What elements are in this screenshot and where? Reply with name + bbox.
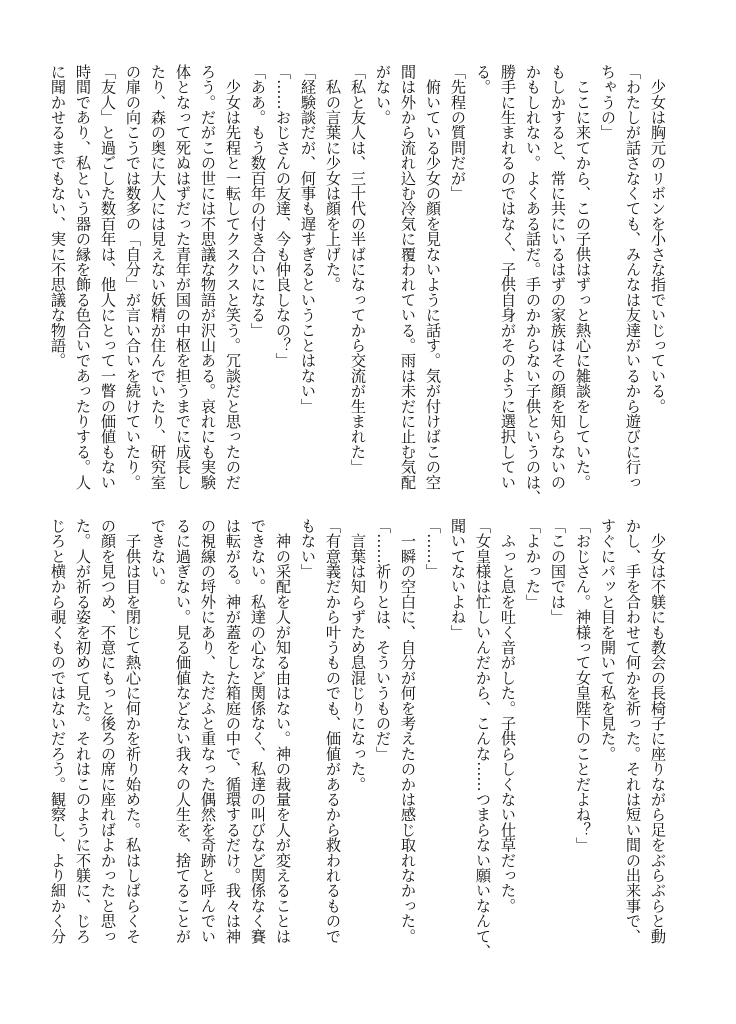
lower-text-line: 一瞬の空白に、自分が何を考えたのかは感じ取れなかった。 bbox=[399, 518, 417, 944]
lower-text-line: ふっと息を吐く音がした。子供らしくない仕草だった。 bbox=[499, 518, 517, 914]
upper-text-line: 「わたしが話さなくても、みんなは友達がいるから遊びに行っ bbox=[624, 64, 642, 490]
lower-text-line: 聞いてないよね」 bbox=[449, 518, 467, 640]
lower-text-line: 「……」 bbox=[424, 518, 442, 579]
upper-text-line: がない。 bbox=[374, 64, 392, 125]
lower-text-line: かし、手を合わせて何かを祈った。それは短い間の出来事で、 bbox=[624, 518, 642, 944]
upper-text-line: ちゃうの」 bbox=[599, 64, 617, 140]
upper-text-line: 間は外から流れ込む冷気に覆われている。雨は未だに止む気配 bbox=[399, 64, 417, 490]
lower-text-line: るに過ぎない。見る価値などない我々の人生を、捨てることが bbox=[174, 518, 192, 944]
upper-text-block bbox=[49, 64, 670, 505]
lower-text-line: は転がる。神が蓋をした箱庭の中で、循環するだけ。我々は神 bbox=[224, 518, 242, 944]
upper-text-line: 「……おじさんの友達、今も仲良しなの？」 bbox=[274, 64, 292, 368]
upper-text-line: 「私と友人は、三十代の半ばになってから交流が生まれた」 bbox=[349, 64, 367, 475]
lower-text-line: できない。 bbox=[149, 518, 167, 594]
upper-text-line: ここに来てから、この子供はずっと熱心に雑談をしていた。 bbox=[574, 64, 592, 490]
lower-text-line: 「女皇様は忙しいんだから、こんな……つまらない願いなんて、 bbox=[474, 518, 492, 959]
lower-text-line: 「この国では」 bbox=[549, 518, 567, 625]
upper-text-line: に聞かせるまでもない、実に不思議な物語。 bbox=[49, 64, 67, 368]
upper-text-line: かもしれない。よくある話だ。手のかからない子供というのは、 bbox=[524, 64, 542, 505]
lower-text-line: 神の采配を人が知る由はない。神の裁量を人が変えることは bbox=[274, 518, 292, 944]
upper-text-line: 「ああ。もう数百年の付き合いになる」 bbox=[249, 64, 267, 338]
lower-text-line: 「……祈りとは、そういうものだ」 bbox=[374, 518, 392, 762]
lower-text-line: じろと横から覗くものではないだろう。観察し、より細かく分 bbox=[49, 518, 67, 944]
upper-text-line: る。 bbox=[474, 64, 492, 95]
lower-text-line: の視線の埒外にあり、ただふと重なった偶然を奇跡と呼んでい bbox=[199, 518, 217, 944]
lower-text-line: た。人が祈る姿を初めて見た。それはこのように不躾に、じろ bbox=[74, 518, 92, 944]
upper-text-line: 「経験談だが、何事も遅すぎるということはない」 bbox=[299, 64, 317, 414]
lower-text-block bbox=[49, 518, 670, 959]
upper-text-line: の扉の向こうでは数多の「自分」が言い合いを続けていたり。 bbox=[124, 64, 142, 490]
upper-text-line: 「友人」と過ごした数百年は、他人にとって一瞥の価値もない bbox=[99, 64, 117, 490]
upper-text-line: 勝手に生まれるのではなく、子供自身がそのように選択してい bbox=[499, 64, 517, 490]
upper-text-line: 俯いている少女の顔を見ないように話す。気が付けばこの空 bbox=[424, 64, 442, 490]
lower-text-line: 「おじさん。神様って女皇陛下のことだよね？」 bbox=[574, 518, 592, 853]
lower-text-line: 少女は不躾にも教会の長椅子に座りながら足をぶらぶらと動 bbox=[649, 518, 667, 944]
lower-text-line: すぐにパッと目を開いて私を見た。 bbox=[599, 518, 617, 762]
lower-text-line: の顔を見つめ、不意にもっと後ろの席に座ればよかったと思っ bbox=[99, 518, 117, 944]
lower-text-line: 「有意義だから叶うものでも、価値があるから救われるもので bbox=[324, 518, 342, 944]
upper-text-line: ろう。だがこの世には不思議な物語が沢山ある。哀れにも実験 bbox=[199, 64, 217, 490]
upper-text-line: たり、森の奥に大人には見えない妖精が住んでいたり、研究室 bbox=[149, 64, 167, 490]
upper-text-line: もしかすると、常に共にいるはずの家族はその顔を知らないの bbox=[549, 64, 567, 490]
lower-text-line: できない。私達の心など関係なく、私達の叫びなど関係なく賽 bbox=[249, 518, 267, 944]
upper-text-line: 少女は胸元のリボンを小さな指でいじっている。 bbox=[649, 64, 667, 414]
upper-text-line: 体となって死ぬはずだった青年が国の中枢を担うまでに成長し bbox=[174, 64, 192, 490]
upper-text-line: 時間であり、私という器の縁を飾る色合いであったりする。人 bbox=[74, 64, 92, 490]
upper-text-line: 少女は先程と一転してクスクスと笑う。冗談だと思ったのだ bbox=[224, 64, 242, 490]
lower-text-line: 子供は目を閉じて熱心に何かを祈り始めた。私はしばらくそ bbox=[124, 518, 142, 944]
lower-text-line: 言葉は知らずため息混じりになった。 bbox=[349, 518, 367, 792]
upper-text-line: 「先程の質問だが」 bbox=[449, 64, 467, 201]
lower-text-line: 「よかった」 bbox=[524, 518, 542, 610]
lower-text-line: もない」 bbox=[299, 518, 317, 579]
upper-text-line: 私の言葉に少女は顔を上げた。 bbox=[324, 64, 342, 292]
